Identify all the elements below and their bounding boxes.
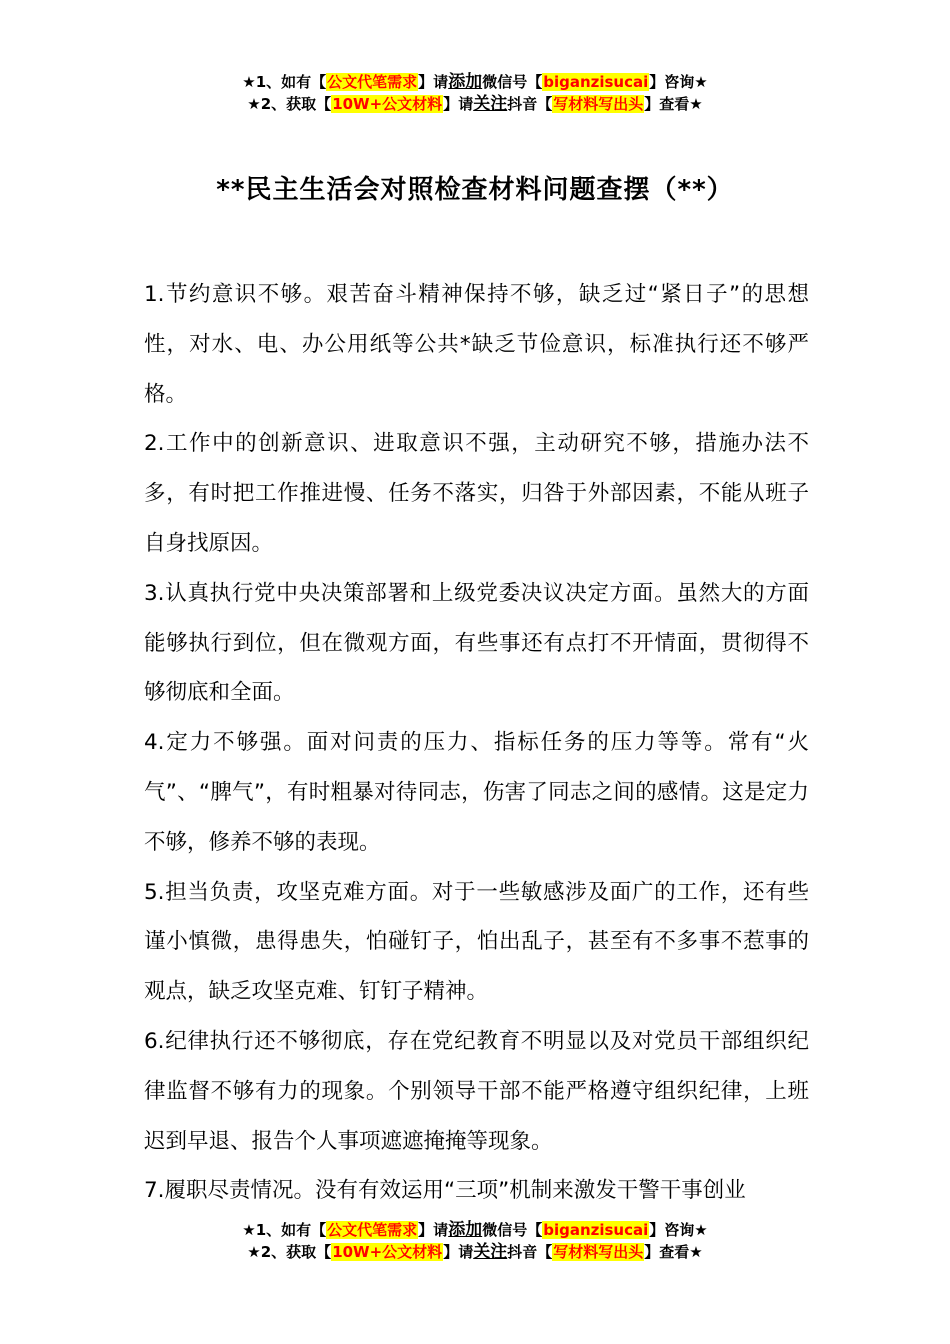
document-title: **民主生活会对照检查材料问题查摆（**） [216, 175, 734, 205]
promo-text: ★2、获取【 [247, 95, 332, 113]
promo-text: 】咨询★ [649, 1221, 708, 1239]
promo-line-2 [0, 93, 950, 115]
paragraph-3: 3.认真执行党中央决策部署和上级党委决议决定方面。虽然大的方面能够执行到位，但在微观方面，有些事还有点打不开情面，贯彻得不够彻底和全面。 [144, 580, 809, 706]
promo-wechat-id: biganzisucai [543, 1221, 649, 1239]
paragraph-1: 1.节约意识不够。艰苦奋斗精神保持不够，缺乏过“紧日子”的思想性，对水、电、办公用纸等公共*缺乏节俭意识，标准执行还不够严格。 [144, 282, 809, 407]
promo-douyin-id: 写材料写出头 [553, 95, 644, 113]
promo-text: ★2、获取【 [247, 1243, 332, 1261]
promo-wechat-id: biganzisucai [543, 73, 649, 91]
promo-text: 】请 [418, 1221, 449, 1239]
promo-highlight: 公文代笔需求 [327, 1221, 418, 1239]
promo-text: 抖音【 [507, 95, 553, 113]
paragraph-2: 2.工作中的创新意识、进取意识不强，主动研究不够，措施办法不多，有时把工作推进慢、任务不落实，归咎于外部因素，不能从班子自身找原因。 [144, 431, 809, 556]
promo-text: 】请 [443, 1243, 474, 1261]
paragraph-4: 4.定力不够强。面对问责的压力、指标任务的压力等等。常有“火气”、“脾气”，有时粗暴对待同志，伤害了同志之间的感情。这是定力不够，修养不够的表现。 [144, 730, 809, 855]
promo-text: ★1、如有【 [242, 73, 327, 91]
promo-text: 】查看★ [644, 1243, 703, 1261]
promo-emphasis: 关注 [473, 1242, 508, 1262]
paragraph-7: 7.履职尽责情况。没有有效运用“三项”机制来激发干警干事创业 [144, 1178, 746, 1204]
promo-emphasis: 添加 [448, 1220, 483, 1240]
promo-text: 抖音【 [507, 1243, 553, 1261]
paragraph-5: 5.担当负责，攻坚克难方面。对于一些敏感涉及面广的工作，还有些谨小慎微，患得患失，怕碰钉子，怕出乱子，甚至有不多事不惹事的观点，缺乏攻坚克难、钉钉子精神。 [144, 879, 809, 1005]
promo-highlight: 10W+公文材料 [332, 1243, 443, 1261]
promo-line-1 [0, 71, 950, 93]
paragraph-6: 6.纪律执行还不够彻底，存在党纪教育不明显以及对党员干部组织纪律监督不够有力的现象。个别领导干部不能严格遵守组织纪律，上班迟到早退、报告个人事项遮遮掩掩等现象。 [144, 1028, 809, 1154]
promo-emphasis: 关注 [473, 94, 508, 114]
promo-text: ★1、如有【 [242, 1221, 327, 1239]
promo-text: 】咨询★ [649, 73, 708, 91]
promo-highlight: 公文代笔需求 [327, 73, 418, 91]
promo-text: 】请 [443, 95, 474, 113]
promo-line-1 [0, 1219, 950, 1241]
promo-line-2 [0, 1241, 950, 1263]
promo-text: 】查看★ [644, 95, 703, 113]
document-body [144, 270, 809, 1216]
promo-emphasis: 添加 [448, 72, 483, 92]
promo-text: 微信号【 [482, 1221, 543, 1239]
promo-banner-bottom [0, 1219, 950, 1263]
promo-banner-top [0, 71, 950, 115]
promo-highlight: 10W+公文材料 [332, 95, 443, 113]
promo-text: 微信号【 [482, 73, 543, 91]
promo-text: 】请 [418, 73, 449, 91]
promo-douyin-id: 写材料写出头 [553, 1243, 644, 1261]
